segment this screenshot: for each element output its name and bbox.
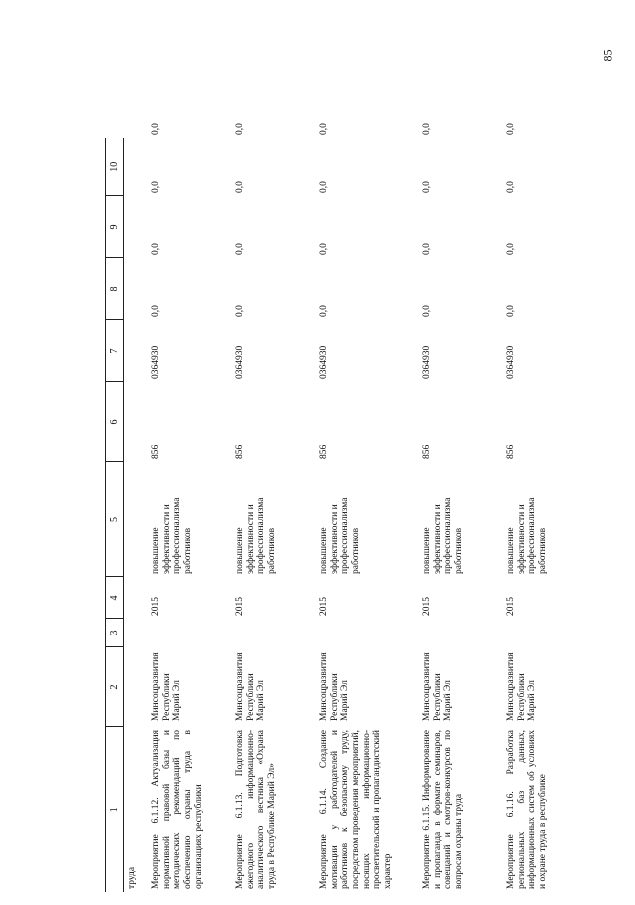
col-header-10: 10 — [106, 138, 124, 196]
value-cell-9: 0,0 — [151, 181, 161, 193]
value-cell-9: 0,0 — [235, 181, 245, 193]
col-header-8: 8 — [106, 258, 124, 320]
csr-cell: 0364930 — [235, 345, 245, 379]
executor-cell: Минсоцразвития Республики Марий Эл — [319, 652, 351, 721]
col-header-7: 7 — [106, 320, 124, 382]
start-cell: 2015 — [235, 597, 245, 616]
executor-cell: Минсоцразвития Республики Марий Эл — [506, 652, 538, 721]
csr-cell: 0364930 — [151, 345, 161, 379]
value-cell-7: 0,0 — [422, 305, 432, 317]
value-cell-7: 0,0 — [319, 305, 329, 317]
result-cell: повышение эффективности и профессионализма работников — [422, 497, 464, 574]
executor-cell: Минсоцразвития Республики Марий Эл — [422, 652, 454, 721]
result-cell: повышение эффективности и профессионализма работников — [151, 497, 193, 574]
value-cell-9: 0,0 — [319, 181, 329, 193]
col-header-1: 1 — [106, 727, 124, 892]
csr-cell: 0364930 — [422, 345, 432, 379]
value-cell-8: 0,0 — [319, 243, 329, 255]
executor-cell: Минсоцразвития Республики Марий Эл — [235, 652, 267, 721]
activity-cell: Мероприятие 6.1.14. Создание мотивации у работодателей и работников к безопасному труду, посредством проведения мероприятий, носящих информационно-просветительский и пропагандистский характер — [319, 730, 393, 889]
result-cell: повышение эффективности и профессионализма работников — [235, 497, 277, 574]
csr-cell: 0364930 — [319, 345, 329, 379]
value-cell-9: 0,0 — [506, 181, 516, 193]
value-cell-10: 0,0 — [151, 123, 161, 135]
value-cell-7: 0,0 — [235, 305, 245, 317]
table-row — [418, 22, 502, 892]
value-cell-10: 0,0 — [235, 123, 245, 135]
start-cell: 2015 — [151, 597, 161, 616]
grbs-cell: 856 — [422, 444, 432, 459]
rotated-table-wrapper — [105, 22, 610, 892]
activity-cell: Мероприятие 6.1.13. Подготовка ежегодного информационно-аналитического вестника «Охрана труда в Республике Марий Эл» — [235, 730, 277, 889]
activity-cell: Мероприятие 6.1.12. Актуализация нормативной правовой базы и методических рекомендаций по обеспечению охраны труда в организациях республики — [151, 730, 204, 889]
header-row — [106, 22, 124, 892]
value-cell-7: 0,0 — [506, 305, 516, 317]
col-header-4: 4 — [106, 577, 124, 619]
col-header-6: 6 — [106, 382, 124, 462]
value-cell-10: 0,0 — [319, 123, 329, 135]
activity-cell: Мероприятие 6.1.16. Разработка региональных баз данных, информационных систем об условиях и охране труда в республике — [506, 730, 548, 889]
continuation-cell: труда — [127, 866, 137, 889]
csr-cell: 0364930 — [506, 345, 516, 379]
value-cell-7: 0,0 — [151, 305, 161, 317]
start-cell: 2015 — [319, 597, 329, 616]
col-header-2: 2 — [106, 647, 124, 727]
executor-cell: Минсоцразвития Республики Марий Эл — [151, 652, 183, 721]
continuation-row — [124, 22, 148, 892]
table-row — [147, 22, 231, 892]
start-cell: 2015 — [422, 597, 432, 616]
page-number: 85 — [600, 49, 615, 62]
table-row — [502, 22, 586, 892]
grbs-cell: 856 — [235, 444, 245, 459]
activities-table — [105, 22, 586, 892]
col-header-9: 9 — [106, 196, 124, 258]
value-cell-8: 0,0 — [235, 243, 245, 255]
table-row — [315, 22, 418, 892]
value-cell-9: 0,0 — [422, 181, 432, 193]
value-cell-10: 0,0 — [506, 123, 516, 135]
table-row — [231, 22, 315, 892]
value-cell-10: 0,0 — [422, 123, 432, 135]
col-header-3: 3 — [106, 619, 124, 647]
col-header-5: 5 — [106, 462, 124, 577]
grbs-cell: 856 — [319, 444, 329, 459]
grbs-cell: 856 — [506, 444, 516, 459]
grbs-cell: 856 — [151, 444, 161, 459]
start-cell: 2015 — [506, 597, 516, 616]
value-cell-8: 0,0 — [422, 243, 432, 255]
result-cell: повышение эффективности и профессионализма работников — [506, 497, 548, 574]
value-cell-8: 0,0 — [151, 243, 161, 255]
result-cell: повышение эффективности и профессионализма работников — [319, 497, 361, 574]
activity-cell: Мероприятие 6.1.15. Информирование и пропаганда в формате семинаров, совещаний и смотров-конкурсов по вопросам охраны труда — [422, 730, 464, 889]
value-cell-8: 0,0 — [506, 243, 516, 255]
